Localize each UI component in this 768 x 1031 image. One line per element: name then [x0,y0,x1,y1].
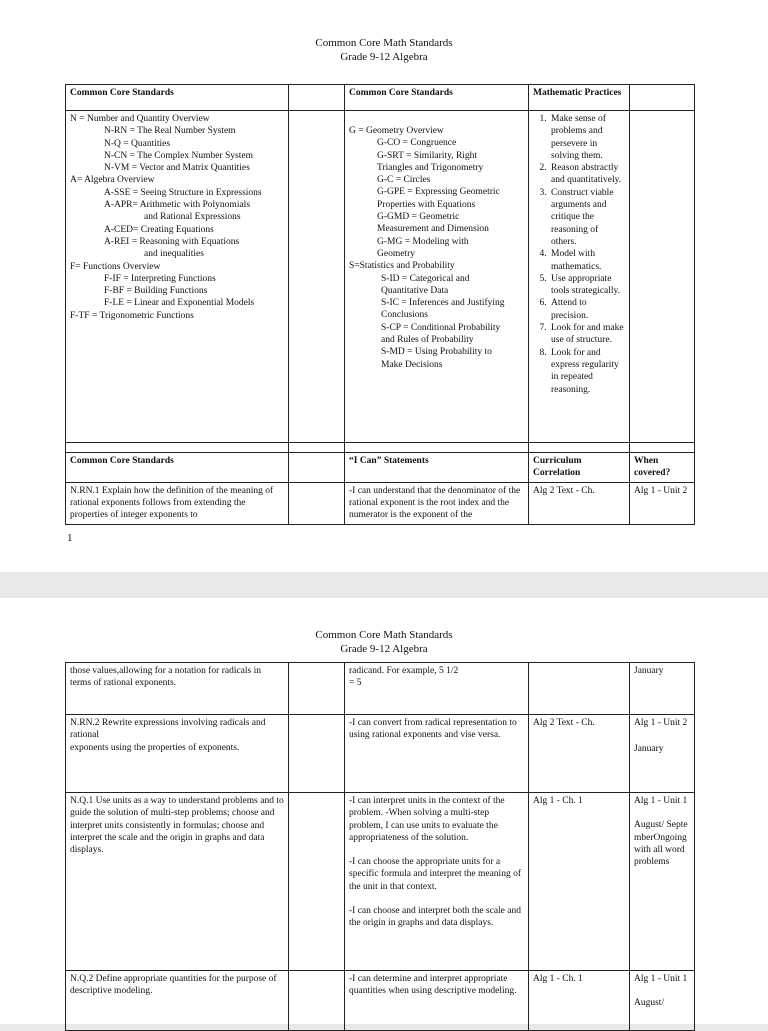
overview-line: Make Decisions [381,359,443,370]
empty-cell [289,715,345,793]
when-line: Alg 1 - Unit 2 [634,718,688,728]
header-curriculum-correlation: Curriculum Correlation [529,453,630,483]
overview-line: Triangles and Trigonometry [377,162,484,173]
overview-line: A= Algebra Overview [70,175,155,186]
overview-line: G-GMD = Geometric [377,212,460,223]
page-header [0,36,768,64]
standards-table-page-2 [65,662,695,1031]
empty-cell [289,971,345,1031]
empty-cell [289,663,345,715]
practice-item: 8. Look for and express regularity in repeated reasoning. [549,347,625,396]
standards-table-page-1 [65,84,695,525]
when-cell: Alg 1 - Unit 2 [630,482,695,524]
overview-line: G-C = Circles [377,175,431,186]
curriculum-cell: Alg 1 - Ch. 1 [529,793,630,971]
header-mathematic-practices: Mathematic Practices [529,85,630,111]
practices-list [533,113,625,396]
overview-line: Properties with Equations [377,199,476,210]
overview-line: N-CN = The Complex Number System [104,150,253,161]
overview-line: N-RN = The Real Number System [104,126,236,137]
ican-paragraph: -I can choose and interpret both the scale and the origin in graphs and data displays. [349,906,521,929]
overview-line: G = Geometry Overview [349,126,444,136]
practice-item: 5. Use appropriate tools strategically. [549,273,625,298]
overview-line: Quantitative Data [381,285,449,296]
when-cell: January [630,663,695,715]
standard-line: exponents using the properties of exponents. [70,742,240,753]
overview-line: G-GPE = Expressing Geometric [377,187,500,198]
page-header [0,628,768,656]
standard-cell: those values,allowing for a notation for radicals in terms of rational exponents. [66,663,289,715]
overview-line: A-SSE = Seeing Structure in Expressions [104,187,262,198]
overview-line: F-BF = Building Functions [104,286,208,297]
empty-cell [289,482,345,524]
header-empty-cell [630,85,695,111]
header-empty-cell [289,85,345,111]
practices-cell [529,111,630,443]
practice-item: 3. Construct viable arguments and critique the reasoning of others. [549,187,625,248]
overview-line: S-CP = Conditional Probability [381,322,501,333]
header-common-core-standards: Common Core Standards [66,85,289,111]
overview-line: F-IF = Interpreting Functions [104,273,216,284]
header-i-can-statements: “I Can” Statements [345,453,529,483]
ican-paragraph: -I can interpret units in the context of the problem. -When solving a multi-step problem, I can use units to evaluate the appropriateness of the solution. [349,796,505,843]
curriculum-cell: Alg 2 Text - Ch. [529,715,630,793]
standard-cell: N.Q.1 Use units as a way to understand problems and to guide the solution of multi-step problems; choose and interpret units consistently in formulas; choose and interpret the scale and the origin in graphs and data displays. [66,793,289,971]
header-common-core-standards-2: Common Core Standards [345,85,529,111]
document-title: Common Core Math Standards [315,37,453,49]
overview-line: S-ID = Categorical and [381,273,470,284]
overview-line: A-APR= Arithmetic with Polynomials [104,200,251,211]
practice-item: 7. Look for and make use of structure. [549,322,625,347]
overview-line: F-LE = Linear and Exponential Models [104,298,255,309]
ican-cell: -I can determine and interpret appropriate quantities when using descriptive modeling. [345,971,529,1031]
practice-item: 2. Reason abstractly and quantitatively. [549,162,625,187]
overview-line: G-SRT = Similarity, Right [377,150,478,161]
overview-line: S-IC = Inferences and Justifying [381,298,505,309]
overview-line: N-VM = Vector and Matrix Quantities [104,163,250,174]
overview-line: S-MD = Using Probability to [381,347,492,358]
ican-line: radicand. For example, 5 1/2 [349,666,459,676]
standard-line: N.RN.2 Rewrite expressions involving radicals and rational [70,718,266,741]
ican-paragraph: -I can choose the appropriate units for a specific formula and interpret the meaning of the unit in that context. [349,857,521,892]
ican-cell [345,793,529,971]
ican-cell [345,663,529,715]
when-line: January [634,744,664,755]
practice-item: 4. Model with mathematics. [549,248,625,273]
overview-line: Geometry [377,248,415,259]
spacer-cell [630,443,695,453]
standard-cell: N.Q.2 Define appropriate quantities for the purpose of descriptive modeling. [66,971,289,1031]
when-line: Alg 1 - Unit 1 [634,796,688,806]
empty-cell [630,111,695,443]
document-title: Common Core Math Standards [315,629,453,641]
overview-line: F-TF = Trigonometric Functions [70,310,194,321]
overview-line: Measurement and Dimension [377,224,489,235]
curriculum-cell [529,663,630,715]
header-when-covered: When covered? [630,453,695,483]
when-line: August/ [634,998,665,1009]
overview-line: A-REI = Reasoning with Equations [104,236,240,247]
spacer-cell [289,443,345,453]
overview-left-cell [66,111,289,443]
when-cell [630,793,695,971]
curriculum-cell: Alg 2 Text - Ch. [529,482,630,524]
curriculum-cell: Alg 1 - Ch. 1 [529,971,630,1031]
header-common-core-standards: Common Core Standards [66,453,289,483]
when-line: August/ SeptemberOngoing with all word problems [634,820,688,868]
empty-cell [289,793,345,971]
ican-cell: -I can convert from radical representation to using rational exponents and vise versa. [345,715,529,793]
document-page-2 [0,598,768,1024]
ican-line: = 5 [349,678,362,689]
practice-item: 6. Attend to precision. [549,297,625,322]
when-cell [630,971,695,1031]
empty-cell [289,111,345,443]
page-number: 1 [67,532,73,544]
overview-line: A-CED= Creating Equations [104,224,214,235]
practice-item: 1. Make sense of problems and persevere in solving them. [549,113,625,162]
overview-line: and Rules of Probability [381,335,474,346]
ican-cell: -I can understand that the denominator of the rational exponent is the root index and the numerator is the exponent of the [345,482,529,524]
when-line: Alg 1 - Unit 1 [634,974,688,984]
standard-cell [66,715,289,793]
overview-line: and inequalities [144,249,204,260]
header-empty-cell [289,453,345,483]
document-subtitle: Grade 9-12 Algebra [340,51,428,63]
spacer-cell [66,443,289,453]
overview-line: F= Functions Overview [70,261,161,272]
overview-line: Conclusions [381,310,428,321]
standard-cell: N.RN.1 Explain how the definition of the meaning of rational exponents follows from extending the properties of integer exponents to [66,482,289,524]
overview-line: N-Q = Quantities [104,138,171,149]
overview-line: S=Statistics and Probability [349,261,455,272]
overview-line: N = Number and Quantity Overview [70,114,210,124]
spacer-cell [345,443,529,453]
document-subtitle: Grade 9-12 Algebra [340,643,428,655]
overview-line: and Rational Expressions [144,212,241,223]
overview-line: G-MG = Modeling with [377,236,469,247]
overview-right-cell [345,111,529,443]
spacer-cell [529,443,630,453]
overview-line: G-CO = Congruence [377,138,457,149]
when-cell [630,715,695,793]
